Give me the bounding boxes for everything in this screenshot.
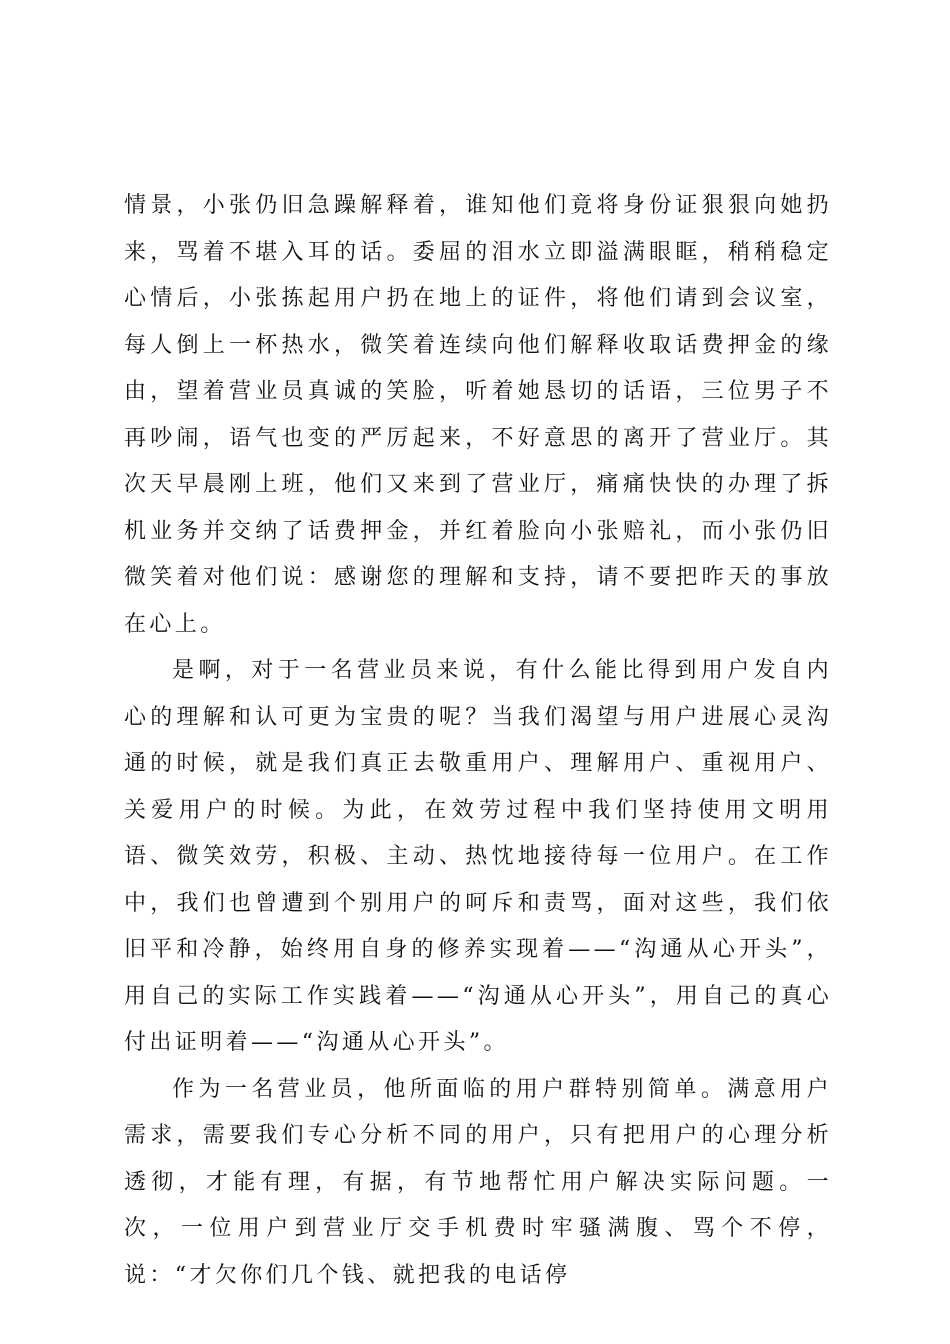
paragraph-2: 是啊，对于一名营业员来说，有什么能比得到用户发自内心的理解和认可更为宝贵的呢？当我们渴望与用户进展心灵沟通的时候，就是我们真正去敬重用户、理解用户、重视用户、关爱用户的时候。为此，在效劳过程中我们坚持使用文明用语、微笑效劳，积极、主动、热忱地接待每一位用户。在工作中，我们也曾遭到个别用户的呵斥和责骂，面对这些，我们依旧平和冷静，始终用自身的修养实现着——“沟通从心开头”，用自己的实际工作实践着——“沟通从心开头”，用自己的真心付出证明着——“沟通从心开头”。: [124, 658, 832, 1055]
paragraph-1: 情景，小张仍旧急躁解释着，谁知他们竟将身份证狠狠向她扔来，骂着不堪入耳的话。委屈的泪水立即溢满眼眶，稍稍稳定心情后，小张拣起用户扔在地上的证件，将他们请到会议室，每人倒上一杯热水，微笑着连续向他们解释收取话费押金的缘由，望着营业员真诚的笑脸，听着她恳切的话语，三位男子不再吵闹，语气也变的严厉起来，不好意思的离开了营业厅。其次天早晨刚上班，他们又来到了营业厅，痛痛快快的办理了拆机业务并交纳了话费押金，并红着脸向小张赔礼，而小张仍旧微笑着对他们说：感谢您的理解和支持，请不要把昨天的事放在心上。: [124, 193, 832, 637]
document-body: [124, 183, 832, 1299]
paragraph-3: 作为一名营业员，他所面临的用户群特别简单。满意用户需求，需要我们专心分析不同的用户，只有把用户的心理分析透彻，才能有理，有据，有节地帮忙用户解决实际问题。一次，一位用户到营业厅交手机费时牢骚满腹、骂个不停，说：“才欠你们几个钱、就把我的电话停: [124, 1076, 832, 1288]
